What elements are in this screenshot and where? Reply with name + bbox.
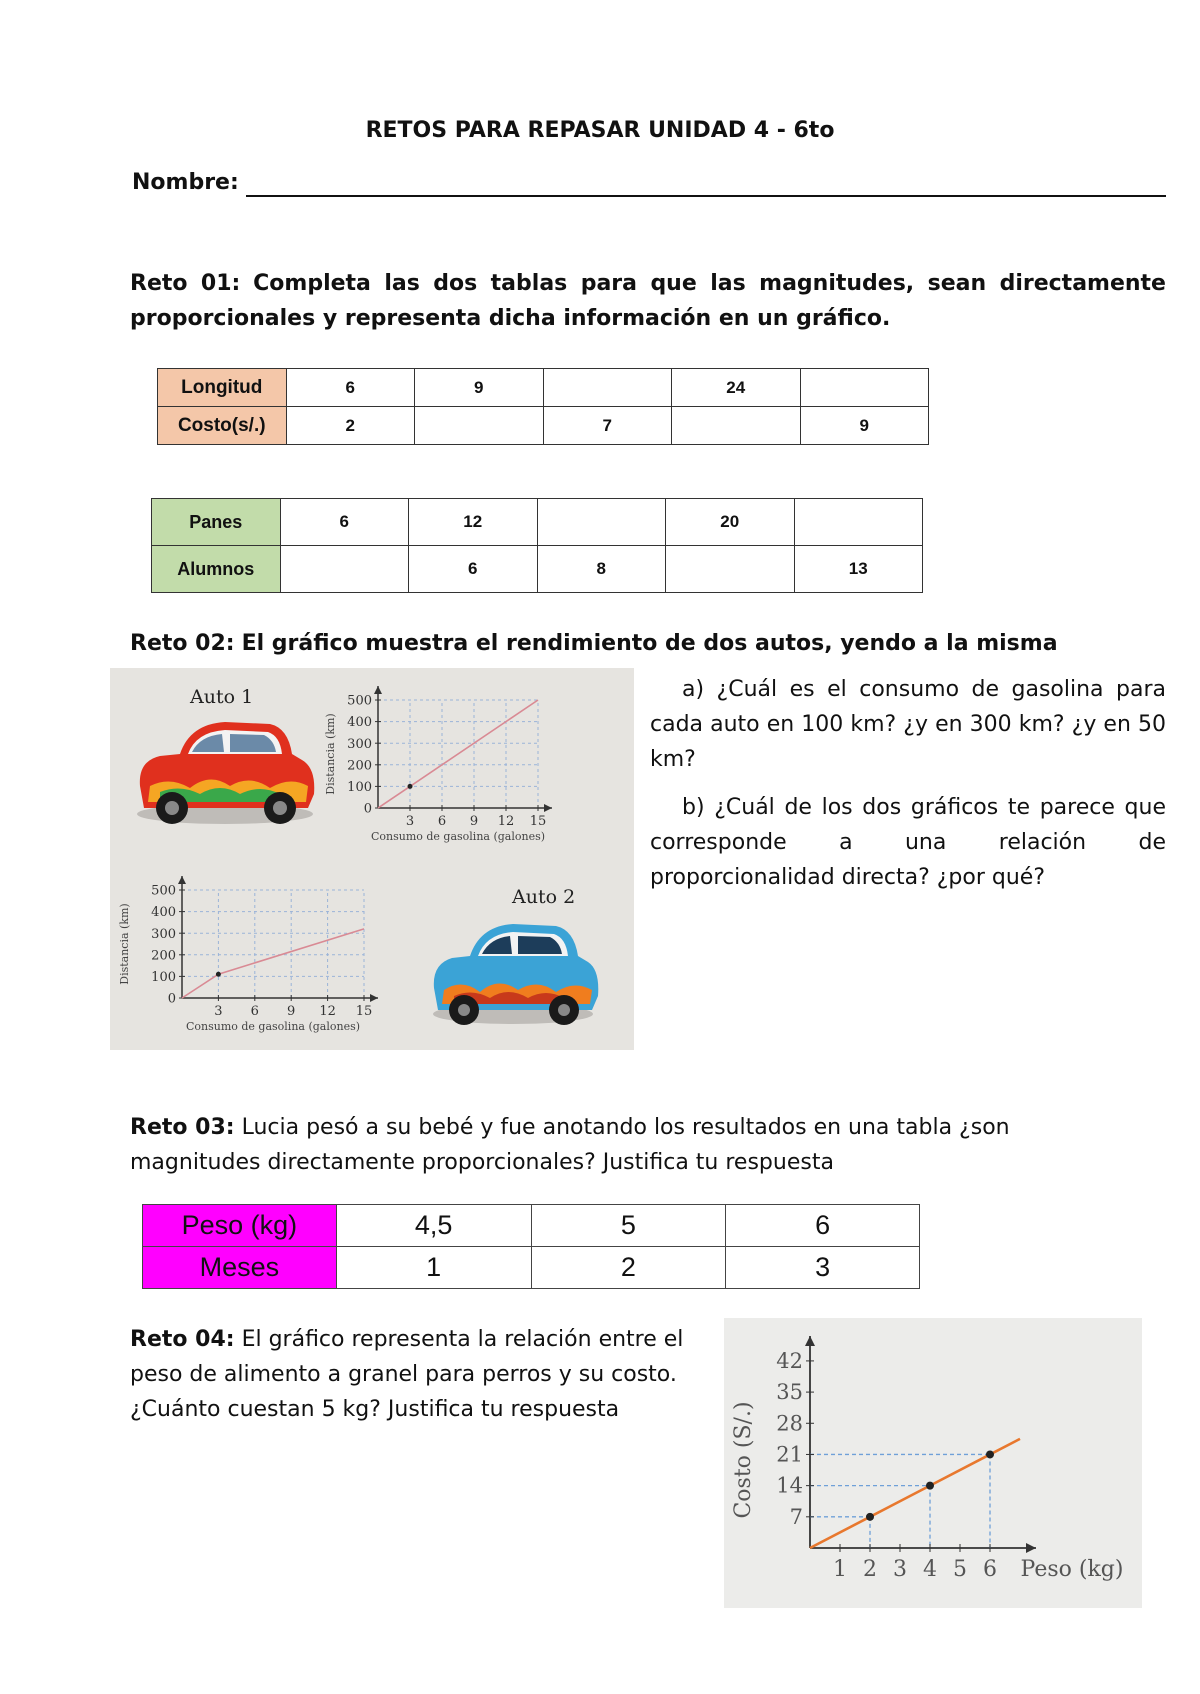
row-header-longitud: Longitud bbox=[158, 369, 287, 407]
y-axis-label: Costo (S/.) bbox=[731, 1401, 756, 1519]
table-cell: 2 bbox=[531, 1247, 726, 1289]
table-row bbox=[158, 369, 929, 407]
table-cell: 3 bbox=[726, 1247, 920, 1289]
y-tick-label: 35 bbox=[776, 1380, 803, 1405]
question-a-text: a) ¿Cuál es el consumo de gasolina para cada auto en 100 km? ¿y en 300 km? ¿y en 50 km? bbox=[650, 677, 1166, 772]
table-cell: 4,5 bbox=[336, 1205, 531, 1247]
y-tick-label: 400 bbox=[151, 905, 176, 921]
table-cell[interactable]: 24 bbox=[672, 369, 801, 407]
x-tick-label: 3 bbox=[893, 1557, 907, 1582]
y-tick-label: 14 bbox=[776, 1473, 803, 1498]
auto1-chart bbox=[324, 686, 552, 843]
series-line bbox=[378, 700, 538, 808]
y-tick-label: 42 bbox=[776, 1348, 803, 1373]
reto02-label: Reto 02: bbox=[130, 631, 235, 656]
series-line bbox=[182, 929, 364, 998]
y-tick-label: 28 bbox=[776, 1411, 803, 1436]
reto03-text: Lucia pesó a su bebé y fue anotando los resultados en una tabla ¿son magnitudes directamente proporcionales? Justifica tu respuesta bbox=[130, 1115, 1010, 1175]
x-tick-label: 12 bbox=[319, 1004, 336, 1019]
y-tick-label: 100 bbox=[151, 969, 176, 985]
x-tick-label: 9 bbox=[287, 1004, 296, 1019]
data-point bbox=[926, 1482, 934, 1490]
table-cell[interactable] bbox=[800, 369, 929, 407]
row-header-panes: Panes bbox=[152, 499, 281, 546]
table-cell: 1 bbox=[336, 1247, 531, 1289]
table-cell[interactable] bbox=[543, 369, 672, 407]
x-tick-label: 9 bbox=[469, 814, 479, 829]
data-point bbox=[866, 1513, 874, 1521]
table-cell[interactable]: 13 bbox=[794, 546, 923, 593]
table-cell[interactable]: 12 bbox=[409, 499, 538, 546]
auto2-label: Auto 2 bbox=[512, 886, 576, 908]
y-axis-label: Distancia (km) bbox=[324, 713, 337, 795]
table-cell[interactable]: 9 bbox=[800, 407, 929, 445]
y-axis-arrow bbox=[374, 686, 382, 694]
table-row bbox=[152, 499, 923, 546]
nombre-label: Nombre: bbox=[132, 170, 239, 195]
y-axis-arrow bbox=[178, 876, 186, 884]
table-row bbox=[158, 407, 929, 445]
reto02-question-b bbox=[650, 790, 1166, 895]
x-tick-label: 6 bbox=[437, 814, 447, 829]
car-blue-icon bbox=[433, 924, 598, 1025]
page-title: RETOS PARA REPASAR UNIDAD 4 - 6to bbox=[365, 118, 835, 143]
y-tick-label: 21 bbox=[776, 1442, 803, 1467]
data-point bbox=[986, 1450, 994, 1458]
table-cell[interactable]: 7 bbox=[543, 407, 672, 445]
y-tick-label: 300 bbox=[347, 736, 372, 752]
x-tick-label: 15 bbox=[529, 814, 547, 829]
x-axis-label: Consumo de gasolina (galones) bbox=[370, 830, 546, 843]
table-longitud-costo bbox=[157, 368, 929, 445]
reto02-question-a bbox=[650, 672, 1166, 777]
y-tick-label: 200 bbox=[151, 948, 176, 964]
table-cell[interactable]: 20 bbox=[666, 499, 795, 546]
reto03-label: Reto 03: bbox=[130, 1115, 235, 1140]
row-header-costo: Costo(s/.) bbox=[158, 407, 287, 445]
y-tick-label: 7 bbox=[789, 1504, 803, 1529]
data-point bbox=[408, 784, 413, 789]
reto01-text: Completa las dos tablas para que las magnitudes, sean directamente proporcionales y representa dicha información en un gráfico. bbox=[130, 271, 1166, 331]
table-cell[interactable] bbox=[672, 407, 801, 445]
reto01-label: Reto 01: bbox=[130, 271, 241, 296]
y-tick-label: 100 bbox=[347, 779, 372, 795]
table-cell: 5 bbox=[531, 1205, 726, 1247]
table-cell[interactable] bbox=[537, 499, 666, 546]
question-b-text: b) ¿Cuál de los dos gráficos te parece que corresponde a una relación de proporcionalidad directa? ¿por qué? bbox=[650, 795, 1166, 890]
y-tick-label: 0 bbox=[363, 801, 372, 817]
row-header-meses: Meses bbox=[143, 1247, 337, 1289]
y-axis-arrow bbox=[805, 1336, 815, 1346]
table-row bbox=[152, 546, 923, 593]
reto04-chart-panel bbox=[724, 1318, 1142, 1608]
reto04-chart bbox=[724, 1318, 1142, 1608]
reto02-image-panel bbox=[110, 668, 634, 1050]
reto04-text: El gráfico representa la relación entre el peso de alimento a granel para perros y su costo. ¿Cuánto cuestan 5 kg? Justifica tu respuesta bbox=[130, 1327, 684, 1422]
x-tick-label: 2 bbox=[863, 1557, 877, 1582]
y-tick-label: 500 bbox=[347, 693, 372, 709]
table-cell[interactable] bbox=[794, 499, 923, 546]
data-point bbox=[216, 972, 221, 977]
table-cell[interactable]: 6 bbox=[286, 369, 415, 407]
x-tick-label: 1 bbox=[833, 1557, 847, 1582]
x-axis-label: Peso (kg) bbox=[1020, 1557, 1124, 1582]
x-axis-arrow bbox=[1026, 1543, 1036, 1553]
table-row bbox=[143, 1205, 920, 1247]
table-row bbox=[143, 1247, 920, 1289]
x-tick-label: 12 bbox=[497, 814, 515, 829]
reto02-text: El gráfico muestra el rendimiento de dos autos, yendo a la misma bbox=[241, 631, 1058, 656]
x-tick-label: 4 bbox=[923, 1557, 937, 1582]
row-header-alumnos: Alumnos bbox=[152, 546, 281, 593]
nombre-line[interactable] bbox=[246, 195, 1166, 197]
table-cell[interactable] bbox=[415, 407, 544, 445]
reto04-label: Reto 04: bbox=[130, 1327, 235, 1352]
x-tick-label: 15 bbox=[355, 1004, 373, 1019]
table-peso-meses bbox=[142, 1204, 920, 1289]
y-tick-label: 200 bbox=[347, 758, 372, 774]
reto03-paragraph bbox=[130, 1110, 1130, 1180]
table-cell[interactable] bbox=[666, 546, 795, 593]
y-tick-label: 0 bbox=[167, 991, 176, 1007]
table-cell[interactable]: 9 bbox=[415, 369, 544, 407]
x-tick-label: 6 bbox=[250, 1004, 259, 1019]
table-panes-alumnos bbox=[151, 498, 923, 593]
y-tick-label: 400 bbox=[347, 715, 372, 731]
y-tick-label: 500 bbox=[151, 883, 176, 899]
table-cell[interactable]: 2 bbox=[286, 407, 415, 445]
auto2-chart bbox=[118, 876, 378, 1033]
table-cell[interactable]: 6 bbox=[280, 499, 409, 546]
x-tick-label: 5 bbox=[953, 1557, 967, 1582]
y-tick-label: 300 bbox=[151, 926, 176, 942]
table-cell[interactable]: 8 bbox=[537, 546, 666, 593]
reto01-paragraph bbox=[130, 266, 1166, 336]
x-tick-label: 3 bbox=[405, 814, 415, 829]
x-axis-label: Consumo de gasolina (galones) bbox=[185, 1020, 361, 1033]
car-red-icon bbox=[137, 722, 314, 824]
y-axis-label: Distancia (km) bbox=[118, 903, 131, 985]
table-cell[interactable] bbox=[280, 546, 409, 593]
table-cell[interactable]: 6 bbox=[409, 546, 538, 593]
x-axis-arrow bbox=[544, 804, 552, 812]
reto02-illustration bbox=[110, 668, 634, 1050]
row-header-peso: Peso (kg) bbox=[143, 1205, 337, 1247]
x-tick-label: 6 bbox=[983, 1557, 997, 1582]
x-tick-label: 3 bbox=[214, 1004, 223, 1019]
auto1-label: Auto 1 bbox=[190, 686, 254, 708]
x-axis-arrow bbox=[370, 994, 378, 1002]
reto04-paragraph bbox=[130, 1322, 710, 1427]
table-cell: 6 bbox=[726, 1205, 920, 1247]
